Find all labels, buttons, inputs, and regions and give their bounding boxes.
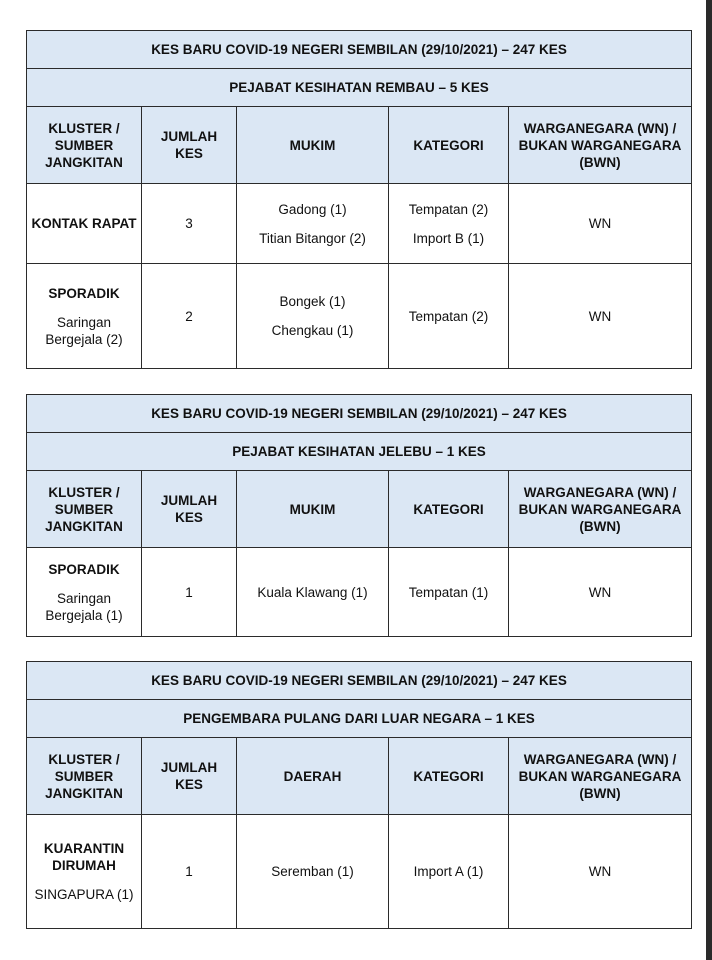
header-mukim: MUKIM [237,471,389,548]
table-title: KES BARU COVID-19 NEGERI SEMBILAN (29/10/2021) – 247 KES [27,662,692,700]
table-row [27,548,692,637]
header-jumlah: JUMLAH KES [142,107,237,184]
table-row [27,184,692,264]
warganegara-value: WN [509,548,692,637]
header-daerah: DAERAH [237,738,389,815]
kategori-item: Tempatan (1) [389,548,509,637]
jumlah-kes: 3 [142,184,237,264]
kategori-item: Tempatan (2) [408,201,489,217]
header-warganegara: WARGANEGARA (WN) / BUKAN WARGANEGARA (BWN) [509,738,692,815]
kategori-item: Import B (1) [412,230,485,246]
kluster-name: KONTAK RAPAT [31,216,137,231]
jumlah-kes: 2 [142,264,237,369]
jumlah-kes: 1 [142,548,237,637]
header-kategori: KATEGORI [389,471,509,548]
table-title: KES BARU COVID-19 NEGERI SEMBILAN (29/10/2021) – 247 KES [27,395,692,433]
warganegara-value: WN [509,184,692,264]
header-mukim: MUKIM [237,107,389,184]
warganegara-value: WN [509,264,692,369]
header-kategori: KATEGORI [389,738,509,815]
header-kluster: KLUSTER / SUMBER JANGKITAN [27,471,142,548]
table-subtitle: PEJABAT KESIHATAN REMBAU – 5 KES [27,69,692,107]
mukim-item: Chengkau (1) [271,323,354,338]
kluster-name: KUARANTIN DIRUMAH [43,841,125,873]
header-kategori: KATEGORI [389,107,509,184]
header-warganegara: WARGANEGARA (WN) / BUKAN WARGANEGARA (BWN) [509,107,692,184]
header-jumlah: JUMLAH KES [142,738,237,815]
table-subtitle: PENGEMBARA PULANG DARI LUAR NEGARA – 1 KES [27,700,692,738]
table-row [27,815,692,929]
header-jumlah: JUMLAH KES [142,471,237,548]
table-title: KES BARU COVID-19 NEGERI SEMBILAN (29/10/2021) – 247 KES [27,31,692,69]
table-pengembara [26,661,692,929]
mukim-item: Bongek (1) [279,294,346,309]
kluster-sub: Saringan Bergejala (1) [45,590,123,623]
table-rembau [26,30,692,369]
jumlah-kes: 1 [142,815,237,929]
table-subtitle: PEJABAT KESIHATAN JELEBU – 1 KES [27,433,692,471]
table-jelebu [26,394,692,637]
kluster-sub: SINGAPURA (1) [34,887,134,902]
table-row [27,264,692,369]
mukim-item: Titian Bitangor (2) [259,230,366,246]
kluster-name: SPORADIK [48,285,120,301]
header-kluster: KLUSTER / SUMBER JANGKITAN [27,107,142,184]
page-edge-border [706,0,712,960]
header-kluster: KLUSTER / SUMBER JANGKITAN [27,738,142,815]
kluster-name: SPORADIK [48,561,120,577]
mukim-item: Kuala Klawang (1) [237,548,389,637]
kluster-sub: Saringan Bergejala (2) [45,314,123,347]
mukim-item: Gadong (1) [278,201,347,217]
kategori-item: Import A (1) [389,815,509,929]
warganegara-value: WN [509,815,692,929]
daerah-item: Seremban (1) [237,815,389,929]
header-warganegara: WARGANEGARA (WN) / BUKAN WARGANEGARA (BWN) [509,471,692,548]
kategori-item: Tempatan (2) [389,264,509,369]
